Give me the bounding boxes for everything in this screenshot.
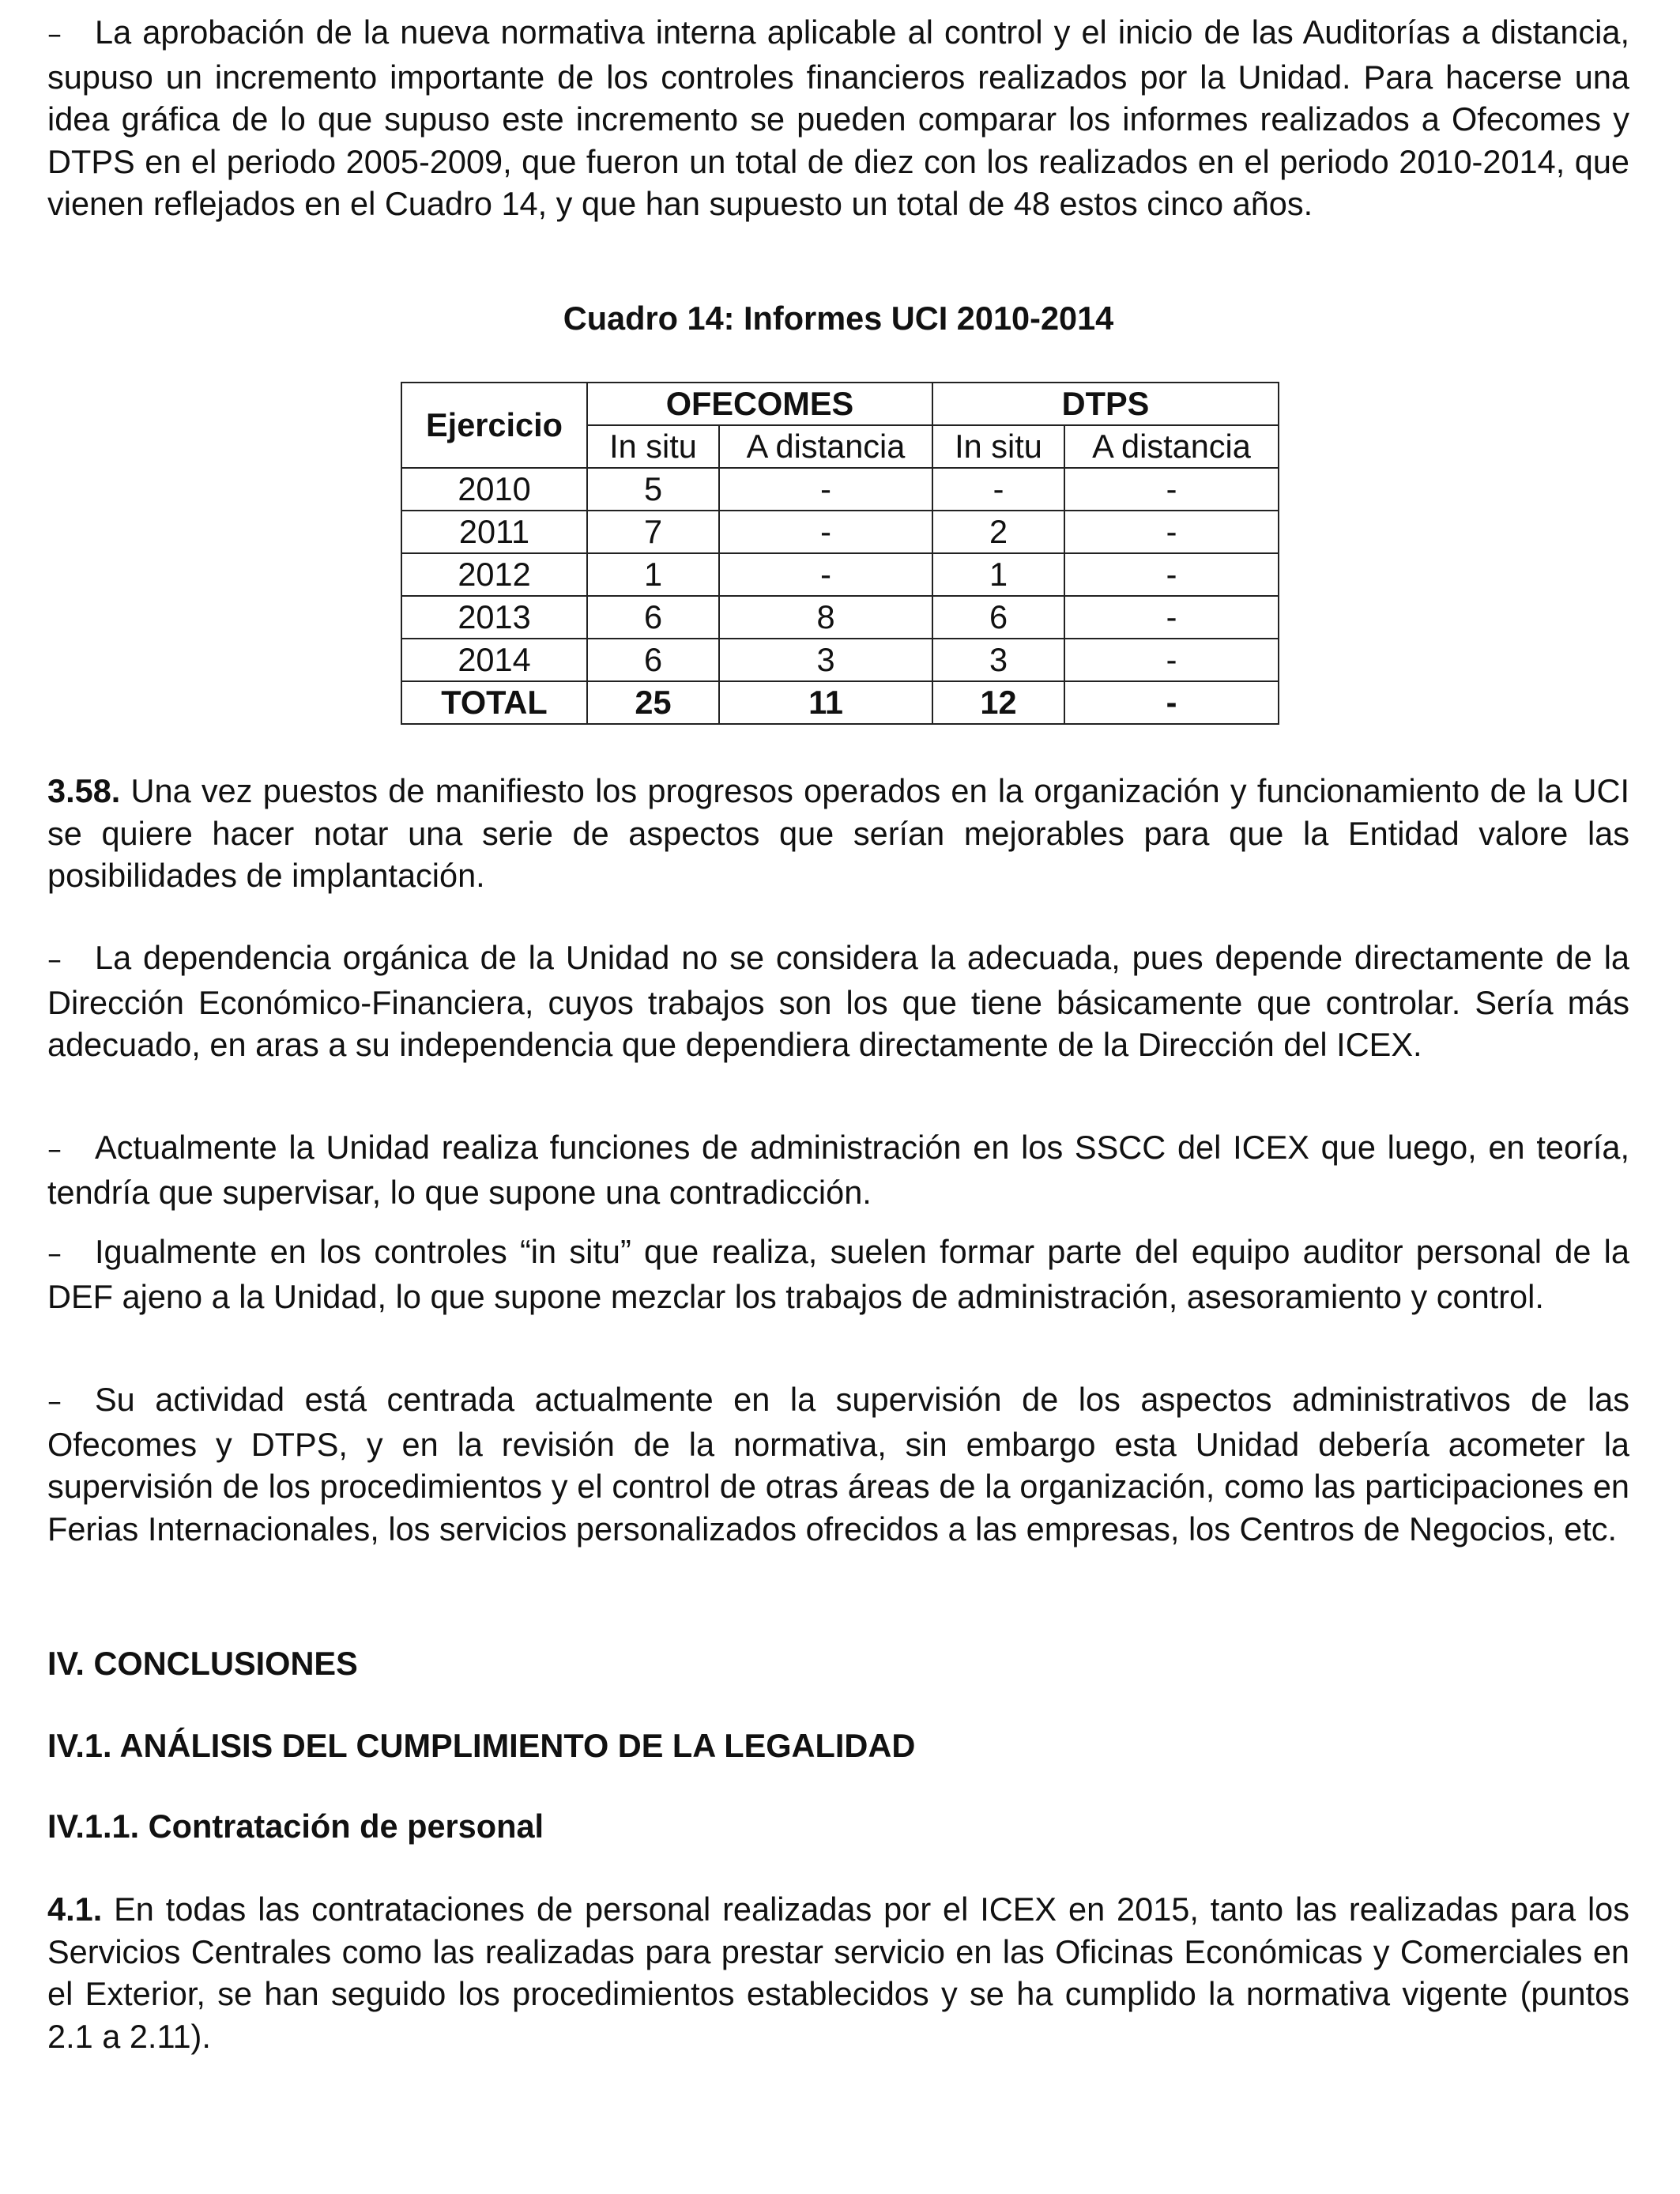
cell-value: - bbox=[719, 553, 932, 596]
cell-value: 6 bbox=[587, 596, 719, 639]
bullet-text: Su actividad está centrada actualmente en la supervisión de los aspectos administrativos de las Ofecomes y DTPS, y en la revisión de la normativa, sin embargo esta Unidad debería acometer la supervisión de los procedimientos y el control de otras áreas de la organización, como las participaciones en Ferias Internacionales, los servicios personalizados ofrecidos a las empresas, los Centros de Negocios, etc. bbox=[47, 1381, 1629, 1547]
paragraph-number: 3.58. bbox=[47, 772, 121, 809]
dash-bullet: – bbox=[47, 944, 62, 976]
paragraph-4-1 bbox=[47, 1888, 1629, 2057]
cell-total-value: 25 bbox=[587, 681, 719, 724]
cell-value: 6 bbox=[587, 639, 719, 681]
header-dtps: DTPS bbox=[932, 383, 1279, 425]
bullet-text: Igualmente en los controles “in situ” que realiza, suelen formar parte del equipo auditor personal de la DEF ajeno a la Unidad, lo que supone mezclar los trabajos de administración, asesoramiento y control. bbox=[47, 1233, 1629, 1315]
paragraph-3-58 bbox=[47, 770, 1629, 897]
section-heading-iv-1: IV.1. ANÁLISIS DEL CUMPLIMIENTO DE LA LEGALIDAD bbox=[47, 1727, 916, 1764]
paragraph-text: En todas las contrataciones de personal realizadas por el ICEX en 2015, tanto las realizadas para los Servicios Centrales como las realizadas para prestar servicio en las Oficinas Económicas y Comerciales en el Exterior, se han seguido los procedimientos establecidos y se ha cumplido la normativa vigente (puntos 2.1 a 2.11). bbox=[47, 1891, 1629, 2055]
cell-year: 2011 bbox=[401, 511, 587, 553]
cell-value: 2 bbox=[932, 511, 1064, 553]
table-row bbox=[401, 596, 1279, 639]
bullet-item bbox=[47, 1126, 1629, 1213]
cell-total-label: TOTAL bbox=[401, 681, 587, 724]
cell-value: - bbox=[1064, 468, 1279, 511]
dash-bullet: – bbox=[47, 1238, 62, 1270]
cell-value: 7 bbox=[587, 511, 719, 553]
cell-value: - bbox=[719, 468, 932, 511]
table-row bbox=[401, 468, 1279, 511]
cell-value: 5 bbox=[587, 468, 719, 511]
cell-value: 1 bbox=[932, 553, 1064, 596]
subheader-in-situ: In situ bbox=[932, 425, 1064, 468]
paragraph-number: 4.1. bbox=[47, 1891, 103, 1928]
bullet-item bbox=[47, 937, 1629, 1066]
bullet-text: Actualmente la Unidad realiza funciones de administración en los SSCC del ICEX que luego, en teoría, tendría que supervisar, lo que supone una contradicción. bbox=[47, 1129, 1629, 1211]
dash-bullet: – bbox=[47, 1385, 62, 1418]
reports-table bbox=[401, 382, 1279, 725]
cell-year: 2012 bbox=[401, 553, 587, 596]
table-row bbox=[401, 639, 1279, 681]
cell-value: 8 bbox=[719, 596, 932, 639]
cell-value: - bbox=[719, 511, 932, 553]
intro-paragraph-text: La aprobación de la nueva normativa interna aplicable al control y el inicio de las Auditorías a distancia, supuso un incremento importante de los controles financieros realizados por la Unidad. Para hacerse una idea gráfica de lo que supuso este incremento se pueden comparar los informes realizados a Ofecomes y DTPS en el periodo 2005-2009, que fueron un total de diez con los realizados en el periodo 2010-2014, que vienen reflejados en el Cuadro 14, y que han supuesto un total de 48 estos cinco años. bbox=[47, 13, 1629, 222]
cell-year: 2014 bbox=[401, 639, 587, 681]
cell-value: 3 bbox=[719, 639, 932, 681]
cell-value: - bbox=[932, 468, 1064, 511]
table-row bbox=[401, 511, 1279, 553]
table-header-row bbox=[401, 383, 1279, 425]
cell-value: 3 bbox=[932, 639, 1064, 681]
subheader-a-distancia: A distancia bbox=[1064, 425, 1279, 468]
dash-bullet: – bbox=[47, 1133, 62, 1166]
table-caption: Cuadro 14: Informes UCI 2010-2014 bbox=[563, 300, 1114, 337]
bullet-item bbox=[47, 1231, 1629, 1318]
bullet-text: La dependencia orgánica de la Unidad no se considera la adecuada, pues depende directamente de la Dirección Económico-Financiera, cuyos trabajos son los que tiene básicamente que controlar. Sería más adecuado, en aras a su independencia que dependiera directamente de la Dirección del ICEX. bbox=[47, 939, 1629, 1063]
cell-value: - bbox=[1064, 511, 1279, 553]
cell-year: 2010 bbox=[401, 468, 587, 511]
bullet-item bbox=[47, 1378, 1629, 1550]
header-ofecomes: OFECOMES bbox=[587, 383, 932, 425]
cell-value: 6 bbox=[932, 596, 1064, 639]
cell-value: 1 bbox=[587, 553, 719, 596]
cell-value: - bbox=[1064, 596, 1279, 639]
dash-bullet: – bbox=[47, 18, 62, 51]
cell-total-value: - bbox=[1064, 681, 1279, 724]
subheader-a-distancia: A distancia bbox=[719, 425, 932, 468]
cell-total-value: 12 bbox=[932, 681, 1064, 724]
section-heading-iv-1-1: IV.1.1. Contratación de personal bbox=[47, 1808, 544, 1845]
cell-year: 2013 bbox=[401, 596, 587, 639]
table-total-row bbox=[401, 681, 1279, 724]
subheader-in-situ: In situ bbox=[587, 425, 719, 468]
header-ejercicio: Ejercicio bbox=[401, 383, 587, 468]
section-heading-iv: IV. CONCLUSIONES bbox=[47, 1645, 358, 1682]
cell-value: - bbox=[1064, 553, 1279, 596]
table-row bbox=[401, 553, 1279, 596]
cell-total-value: 11 bbox=[719, 681, 932, 724]
cell-value: - bbox=[1064, 639, 1279, 681]
paragraph-text: Una vez puestos de manifiesto los progresos operados en la organización y funcionamiento de la UCI se quiere hacer notar una serie de aspectos que serían mejorables para que la Entidad valore las posibilidades de implantación. bbox=[47, 772, 1629, 894]
intro-paragraph bbox=[47, 11, 1629, 225]
